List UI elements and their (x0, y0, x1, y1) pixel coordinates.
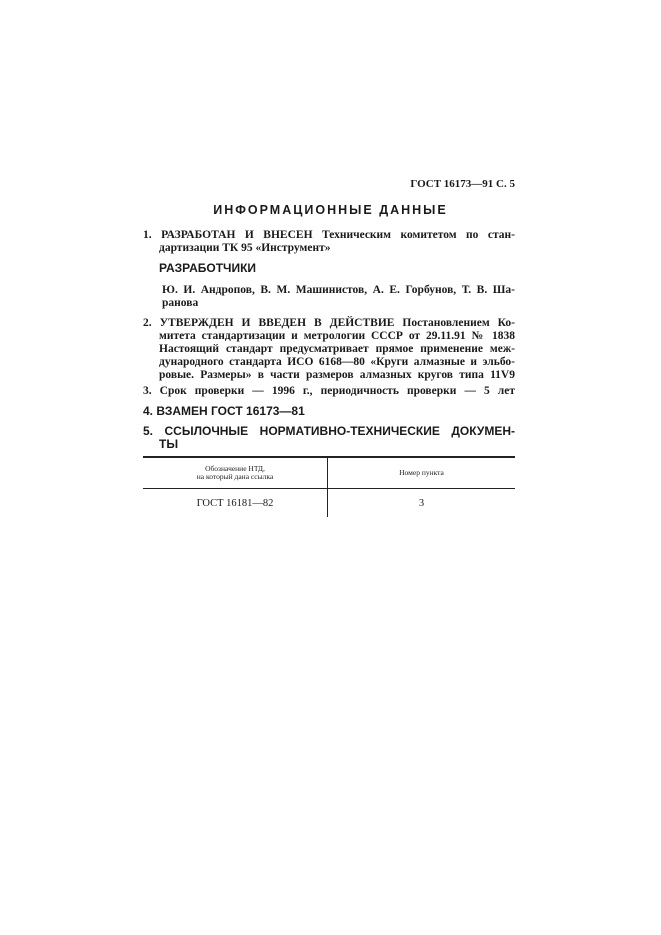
item2-line: ровые. Размеры» в части размеров алмазных кругов типа 11V9 (159, 369, 515, 381)
developers-line: Ю. И. Андропов, В. М. Машинистов, А. Е. Горбунов, Т. В. Ша- (162, 284, 515, 296)
item5-line: ТЫ (159, 437, 179, 451)
header-ntd-line: Обозначение НТД, (205, 464, 265, 473)
item3: 3. Срок проверки — 1996 г., периодичность проверки — 5 лет (143, 385, 515, 397)
header-ntd-line: на который дана ссылка (196, 472, 274, 481)
page-header: ГОСТ 16173—91 С. 5 (410, 178, 515, 190)
cell-ntd: ГОСТ 16181—82 (143, 489, 328, 517)
references-table (143, 456, 515, 517)
item2-line: Настоящий стандарт предусматривает прямое применение меж- (159, 343, 515, 355)
item2-line: 2. УТВЕРЖДЕН И ВВЕДЕН В ДЕЙСТВИЕ Постановлением Ко- (143, 317, 515, 329)
table-header-row (143, 456, 515, 489)
item2-line: митета стандартизации и метрологии СССР от 29.11.91 № 1838 (159, 330, 515, 342)
header-item-number (328, 458, 515, 488)
item4: 4. ВЗАМЕН ГОСТ 16173—81 (143, 404, 305, 418)
cell-item-number: 3 (418, 498, 425, 509)
item1-line: 1. РАЗРАБОТАН И ВНЕСЕН Техническим комитетом по стан- (143, 229, 515, 241)
header-item-number-text: Номер пункта (399, 468, 444, 477)
header-ntd (143, 458, 328, 488)
table-row (143, 489, 515, 517)
section-title: ИНФОРМАЦИОННЫЕ ДАННЫЕ (213, 203, 448, 217)
item1-line: дартизации ТК 95 «Инструмент» (159, 242, 331, 254)
developers-line: ранова (162, 297, 199, 309)
item5-line: 5. ССЫЛОЧНЫЕ НОРМАТИВНО-ТЕХНИЧЕСКИЕ ДОКУМЕН- (143, 424, 515, 438)
developers-heading: РАЗРАБОТЧИКИ (159, 261, 257, 275)
item2-line: дународного стандарта ИСО 6168—80 «Круги алмазные и эльбо- (159, 356, 515, 368)
